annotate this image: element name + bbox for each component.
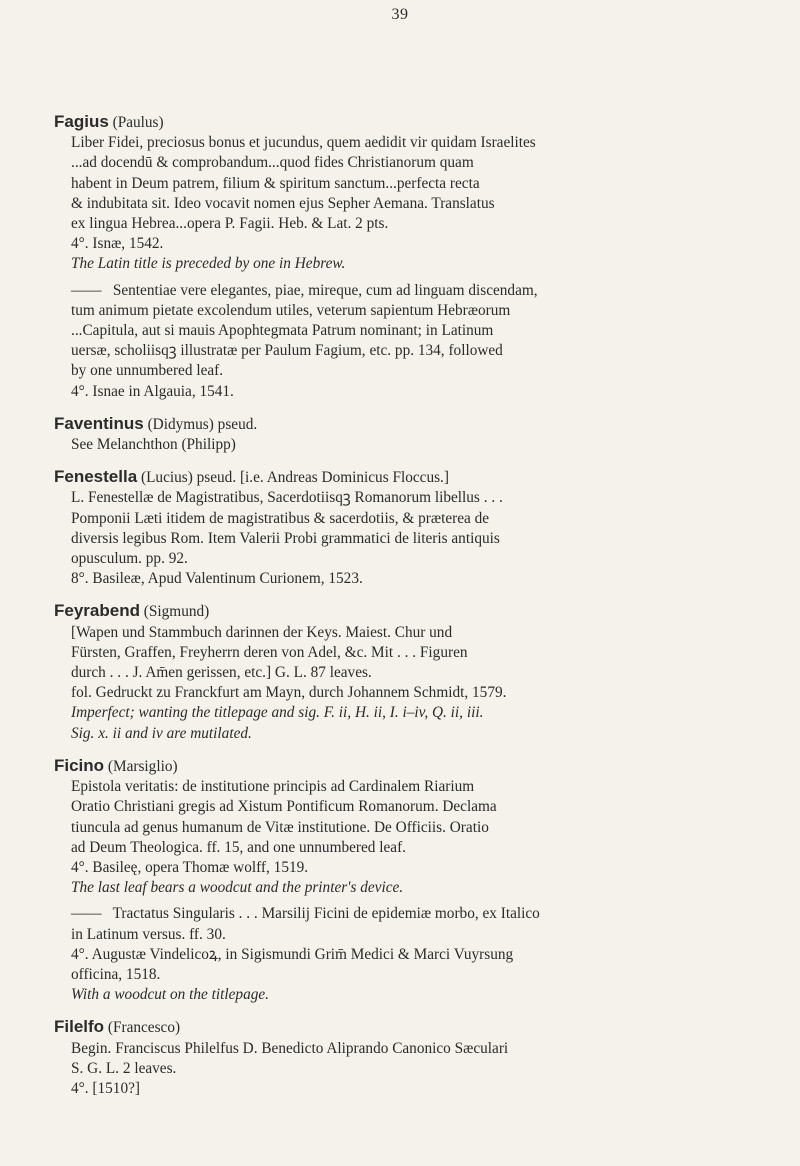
catalogue-entries (54, 112, 762, 1111)
entry-line: diversis legibus Rom. Item Valerii Probi grammatici de literis antiquis (71, 529, 500, 547)
entry-heading: Ficino (54, 755, 105, 775)
entry-line: opusculum. pp. 92. (71, 550, 188, 568)
note-line: The last leaf bears a woodcut and the printer's device. (71, 879, 404, 897)
entry-heading-rest: (Francesco) (104, 1019, 181, 1037)
ditto-dash: —— (71, 281, 102, 299)
note-line: The Latin title is preceded by one in Hebrew. (71, 255, 346, 273)
entry-line: habent in Deum patrem, filium & spiritum sanctum...perfecta recta (71, 174, 480, 192)
entry-line: by one unnumbered leaf. (71, 362, 224, 380)
entry-heading: Feyrabend (54, 601, 140, 621)
entry-heading-rest: (Marsiglio) (104, 757, 178, 775)
note-line: With a woodcut on the titlepage. (71, 986, 269, 1004)
sub-entry (71, 281, 762, 402)
entry-line: tiuncula ad genus humanum de Vitæ institutione. De Officiis. Oratio (71, 818, 489, 836)
imprint-line: 8°. Basileæ, Apud Valentinum Curionem, 1523. (71, 570, 363, 588)
entry-fagius (54, 112, 762, 402)
entry-line: ad Deum Theologica. ff. 15, and one unnumbered leaf. (71, 838, 407, 856)
entry-line: [Wapen und Stammbuch darinnen der Keys. Maiest. Chur und (71, 623, 453, 641)
imprint-line: 4°. Isnae in Algauia, 1541. (71, 382, 234, 400)
imprint-line: officina, 1518. (71, 965, 161, 983)
entry-faventinus (54, 414, 762, 455)
entry-heading: Faventinus (54, 413, 144, 433)
entry-line: Sententiae vere elegantes, piae, mireque, cum ad linguam discendam, (112, 281, 538, 299)
entry-line: in Latinum versus. ff. 30. (71, 925, 226, 943)
entry-line: Tractatus Singularis . . . Marsilij Ficini de epidemiæ morbo, ex Italico (112, 905, 540, 923)
imprint-line: 4°. [1510?] (71, 1079, 140, 1097)
entry-feyrabend (54, 601, 762, 743)
entry-heading-rest: (Lucius) pseud. [i.e. Andreas Dominicus Floccus.] (137, 469, 449, 487)
entry-line: ...ad docendū & comprobandum...quod fides Christianorum quam (71, 154, 474, 172)
page-number: 39 (391, 6, 409, 23)
cross-reference: See Melanchthon (Philipp) (71, 436, 236, 454)
imprint-line: fol. Gedruckt zu Franckfurt am Mayn, durch Johannem Schmidt, 1579. (71, 684, 507, 702)
note-line: Imperfect; wanting the titlepage and sig. F. ii, H. ii, I. i–iv, Q. ii, iii. (71, 704, 484, 722)
sub-entry (71, 904, 762, 1005)
imprint-line: 4°. Basileę, opera Thomæ wolff, 1519. (71, 858, 309, 876)
entry-line: ...Capitula, aut si mauis Apophtegmata Patrum nominant; in Latinum (71, 322, 494, 340)
entry-line: tum animum pietate excolendum utiles, veterum sapientum Hebræorum (71, 301, 511, 319)
entry-line: L. Fenestellæ de Magistratibus, Sacerdotiisqꝫ Romanorum libellus . . . (71, 489, 503, 507)
entry-filelfo (54, 1017, 762, 1099)
entry-heading-rest: (Didymus) pseud. (143, 415, 258, 433)
entry-line: ex lingua Hebrea...opera P. Fagii. Heb. & Lat. 2 pts. (71, 215, 389, 233)
entry-line: & indubitata sit. Ideo vocavit nomen ejus Sepher Aemana. Translatus (71, 194, 495, 212)
entry-ficino (54, 756, 762, 1005)
entry-line: Epistola veritatis: de institutione principis ad Cardinalem Riarium (71, 778, 475, 796)
entry-line: Liber Fidei, preciosus bonus et jucundus, quem aedidit vir quidam Israelites (71, 134, 536, 152)
entry-line: uersæ, scholiisqꝫ illustratæ per Paulum Fagium, etc. pp. 134, followed (71, 342, 503, 360)
entry-fenestella (54, 467, 762, 589)
ditto-dash: —— (71, 905, 102, 923)
note-line: Sig. x. ii and iv are mutilated. (71, 724, 252, 742)
entry-line: S. G. L. 2 leaves. (71, 1059, 177, 1077)
entry-line: Oratio Christiani gregis ad Xistum Pontificum Romanorum. Declama (71, 798, 497, 816)
entry-line: Pomponii Læti itidem de magistratibus & sacerdotiis, & præterea de (71, 509, 490, 527)
entry-line: durch . . . J. Am̄en gerissen, etc.] G. L. 87 leaves. (71, 664, 372, 682)
entry-heading: Filelfo (54, 1017, 105, 1037)
entry-heading: Fenestella (54, 467, 138, 487)
entry-heading: Fagius (54, 112, 109, 131)
imprint-line: 4°. Augustæ Vindelicoꝝ, in Sigismundi Grim̄ Medici & Marci Vuyrsung (71, 945, 514, 963)
entry-heading-rest: (Sigmund) (139, 603, 210, 621)
entry-heading-rest: (Paulus) (108, 114, 164, 131)
imprint-line: 4°. Isnæ, 1542. (71, 235, 164, 253)
entry-line: Fürsten, Graffen, Freyherrn deren von Adel, &c. Mit . . . Figuren (71, 643, 468, 661)
entry-line: Begin. Franciscus Philelfus D. Benedicto Aliprando Canonico Sæculari (71, 1039, 509, 1057)
